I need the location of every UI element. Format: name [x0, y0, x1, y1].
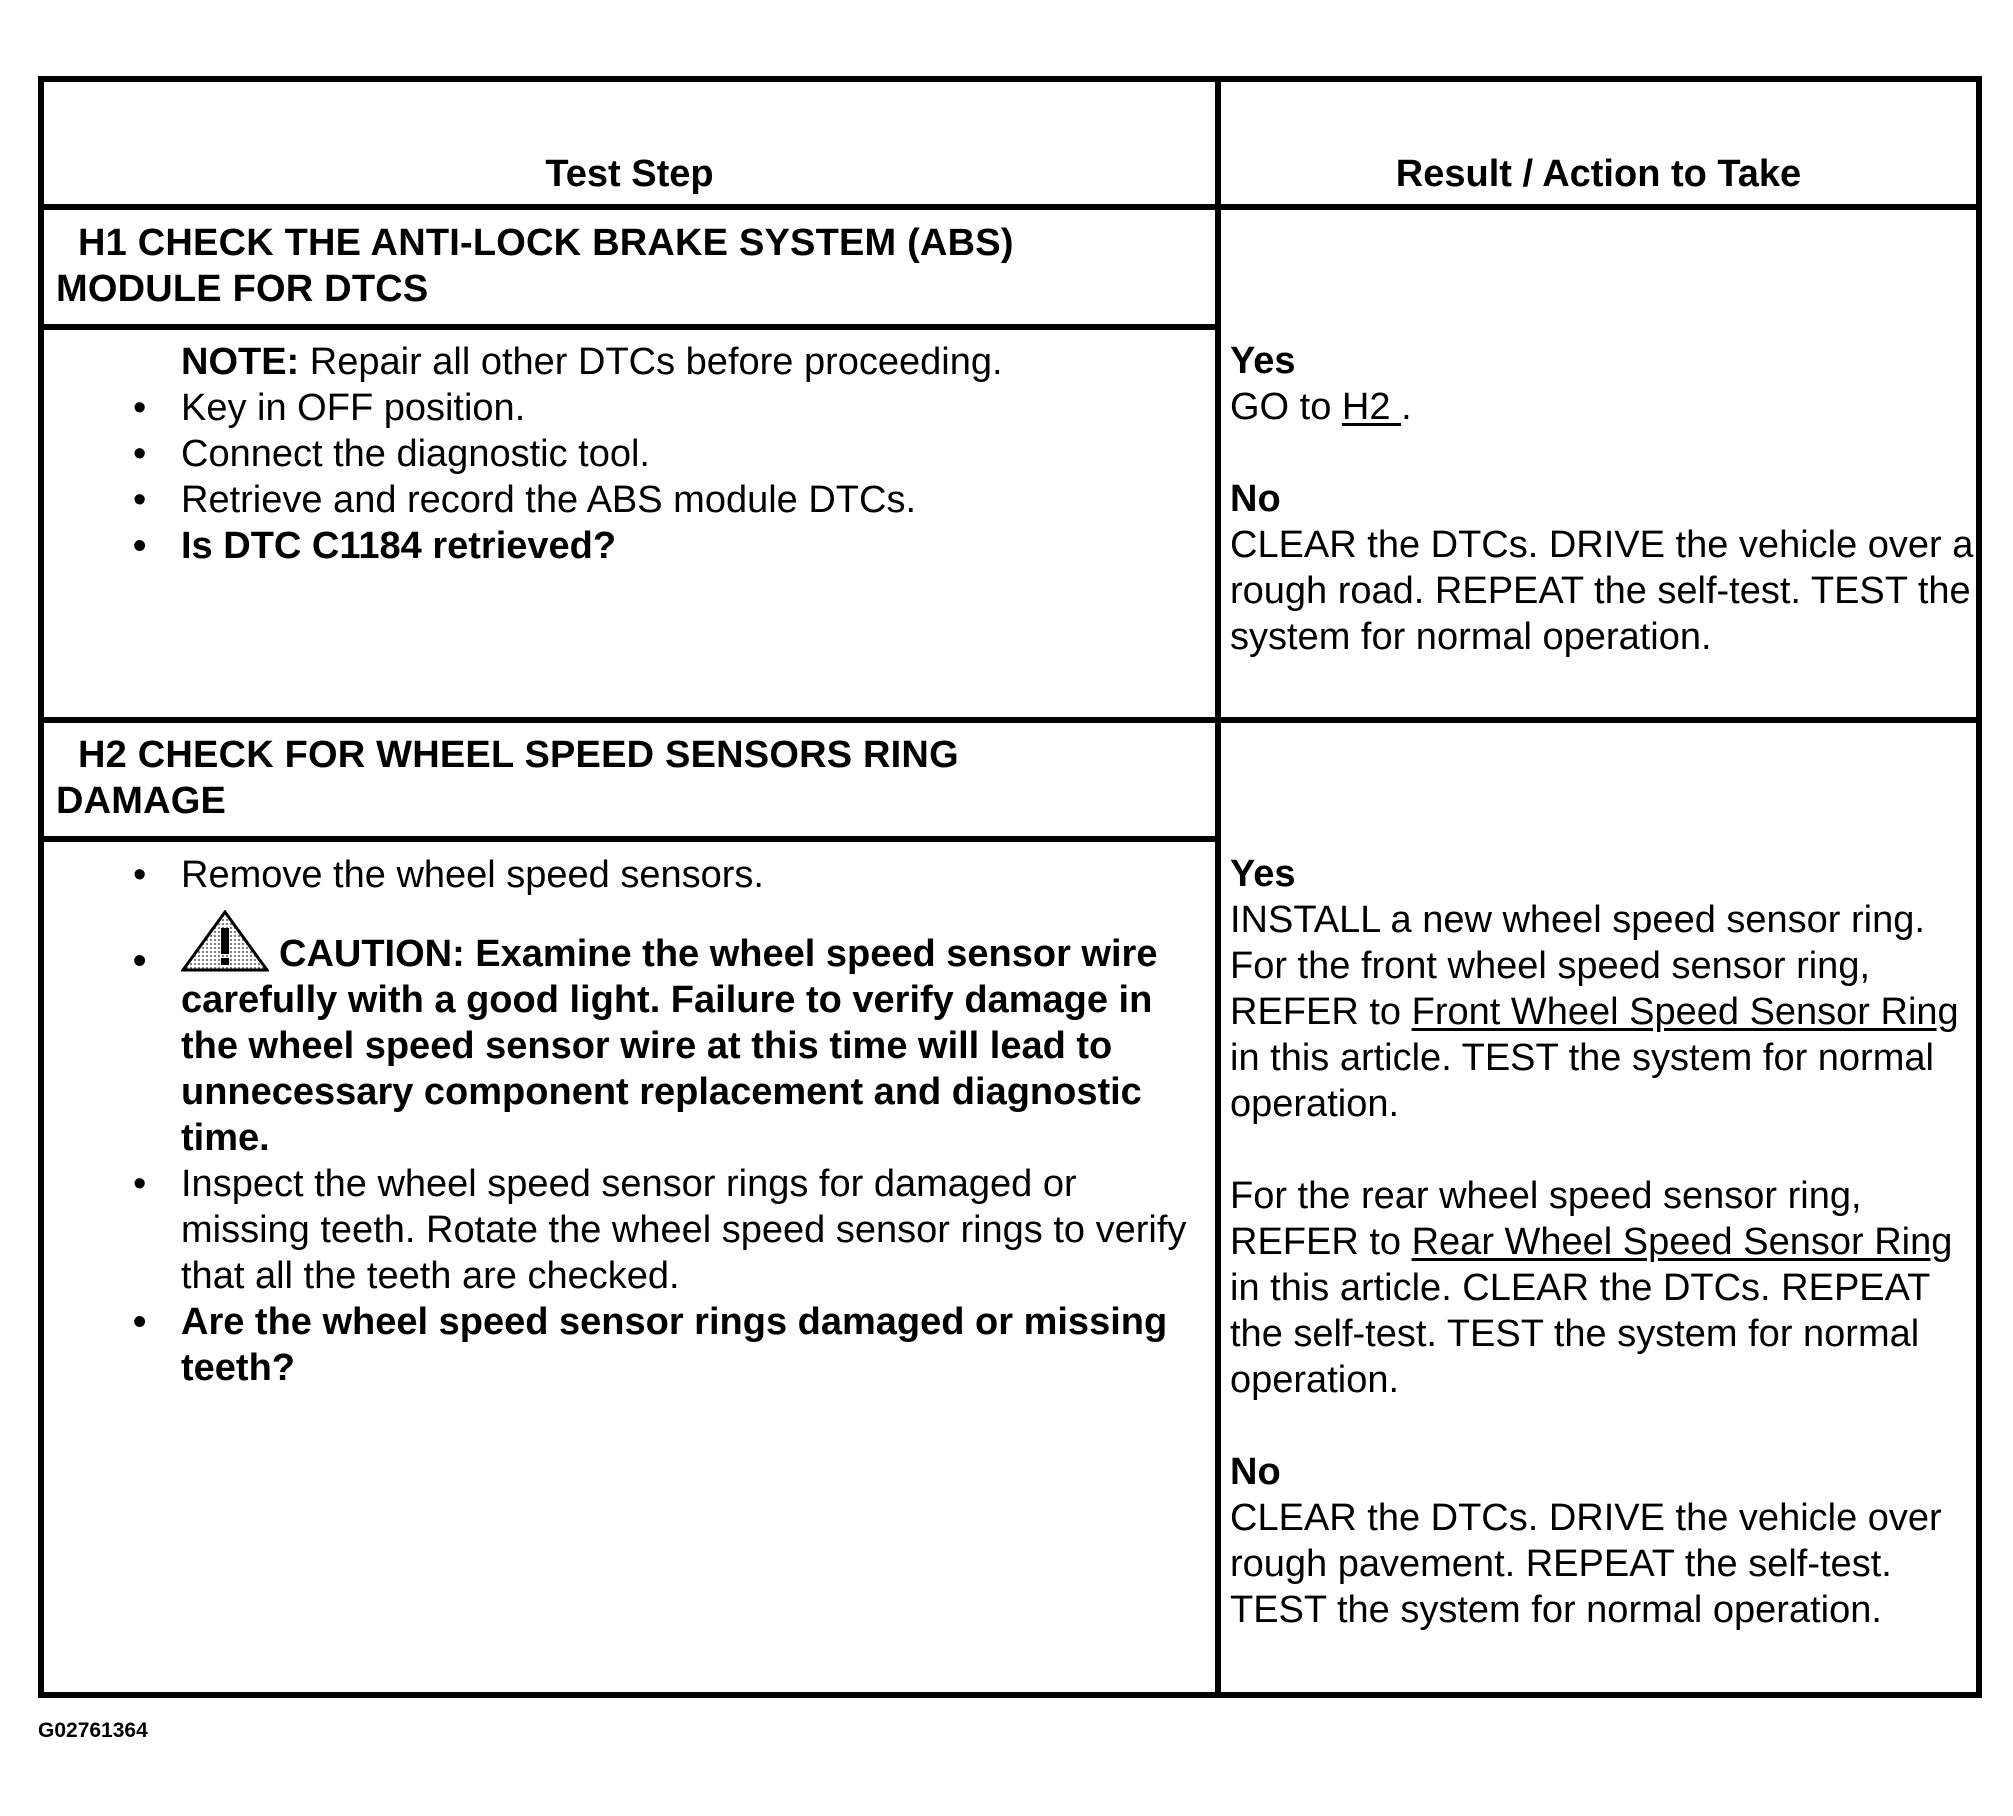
bullet-icon: •: [133, 1301, 147, 1343]
bullet-icon: •: [133, 854, 147, 896]
caution-item: [44, 910, 1215, 1161]
column-header-test-step: Test Step: [545, 153, 714, 195]
note-text: Repair all other DTCs before proceeding.: [299, 341, 1003, 383]
bullet-icon: •: [133, 525, 147, 567]
test-step-table: [38, 76, 1982, 1698]
h2-heading-divider: [44, 836, 1215, 842]
no-action: CLEAR the DTCs. DRIVE the vehicle over a rough road. REPEAT the self-test. TEST the system for normal operation.: [1230, 524, 1974, 658]
yes-rear-action: For the rear wheel speed sensor ring, REFER to Rear Wheel Speed Sensor Ring in this article. CLEAR the DTCs. REPEAT the self-test. TEST the system for normal operation.: [1230, 1175, 1953, 1401]
step-divider: [44, 717, 1976, 723]
bullet-icon: •: [133, 387, 147, 429]
note-label: NOTE:: [181, 341, 300, 383]
list-item: • Remove the wheel speed sensors.: [133, 854, 764, 896]
h1-heading-line2: MODULE FOR DTCS: [56, 268, 429, 310]
bullet-icon: •: [133, 1163, 147, 1205]
caution-text: CAUTION: Examine the wheel speed sensor wire carefully with a good light. Failure to verify damage in the wheel speed sensor wire at this time will lead to unnecessary component replacement and diagnostic time.: [181, 933, 1158, 1159]
h1-heading: [56, 220, 1206, 312]
front-wheel-speed-sensor-ring-link[interactable]: Front Wheel Speed Sensor Ring: [1411, 991, 1959, 1033]
h1-heading-line1: H1 CHECK THE ANTI-LOCK BRAKE SYSTEM (ABS): [78, 222, 1014, 264]
yes-label: Yes: [1230, 340, 1296, 382]
h2-heading: [56, 732, 1206, 824]
h1-note: [44, 339, 1215, 385]
no-label: No: [1230, 1451, 1281, 1493]
h2-heading-line2: DAMAGE: [56, 780, 227, 822]
h2-heading-line1: H2 CHECK FOR WHEEL SPEED SENSORS RING: [78, 734, 959, 776]
warning-triangle-icon: [181, 910, 269, 974]
yes-front-action: INSTALL a new wheel speed sensor ring. For the front wheel speed sensor ring, REFER to Front Wheel Speed Sensor Ring in this article. TEST the system for normal operation.: [1230, 899, 1959, 1125]
h1-step-list: [44, 339, 1215, 569]
bullet-icon: •: [133, 433, 147, 475]
h2-question: • Are the wheel speed sensor rings damaged or missing teeth?: [133, 1301, 1168, 1389]
bullet-icon: •: [133, 479, 147, 521]
figure-id: G02761364: [38, 1719, 148, 1742]
list-item: • Connect the diagnostic tool.: [133, 433, 650, 475]
column-header-result: Result / Action to Take: [1395, 153, 1802, 195]
h1-result: [1230, 338, 1975, 660]
h1-heading-divider: [44, 324, 1215, 330]
no-action: CLEAR the DTCs. DRIVE the vehicle over rough pavement. REPEAT the self-test. TEST the system for normal operation.: [1230, 1497, 1942, 1631]
yes-label: Yes: [1230, 853, 1296, 895]
list-item: • Inspect the wheel speed sensor rings for damaged or missing teeth. Rotate the wheel speed sensor rings to verify that all the teeth are checked.: [133, 1163, 1187, 1297]
no-label: No: [1230, 478, 1281, 520]
rear-wheel-speed-sensor-ring-link[interactable]: Rear Wheel Speed Sensor Ring: [1411, 1221, 1953, 1263]
go-to-h2-link[interactable]: H2: [1341, 386, 1402, 428]
bullet-icon: •: [133, 940, 147, 982]
h2-result: [1230, 851, 1975, 1633]
header-divider: [44, 204, 1976, 210]
h2-step-list: [44, 852, 1215, 1391]
list-item: • Retrieve and record the ABS module DTCs.: [133, 479, 917, 521]
yes-action: GO to H2 .: [1230, 386, 1412, 428]
column-divider: [1215, 82, 1221, 1692]
h1-question: • Is DTC C1184 retrieved?: [133, 525, 617, 567]
list-item: • Key in OFF position.: [133, 387, 526, 429]
